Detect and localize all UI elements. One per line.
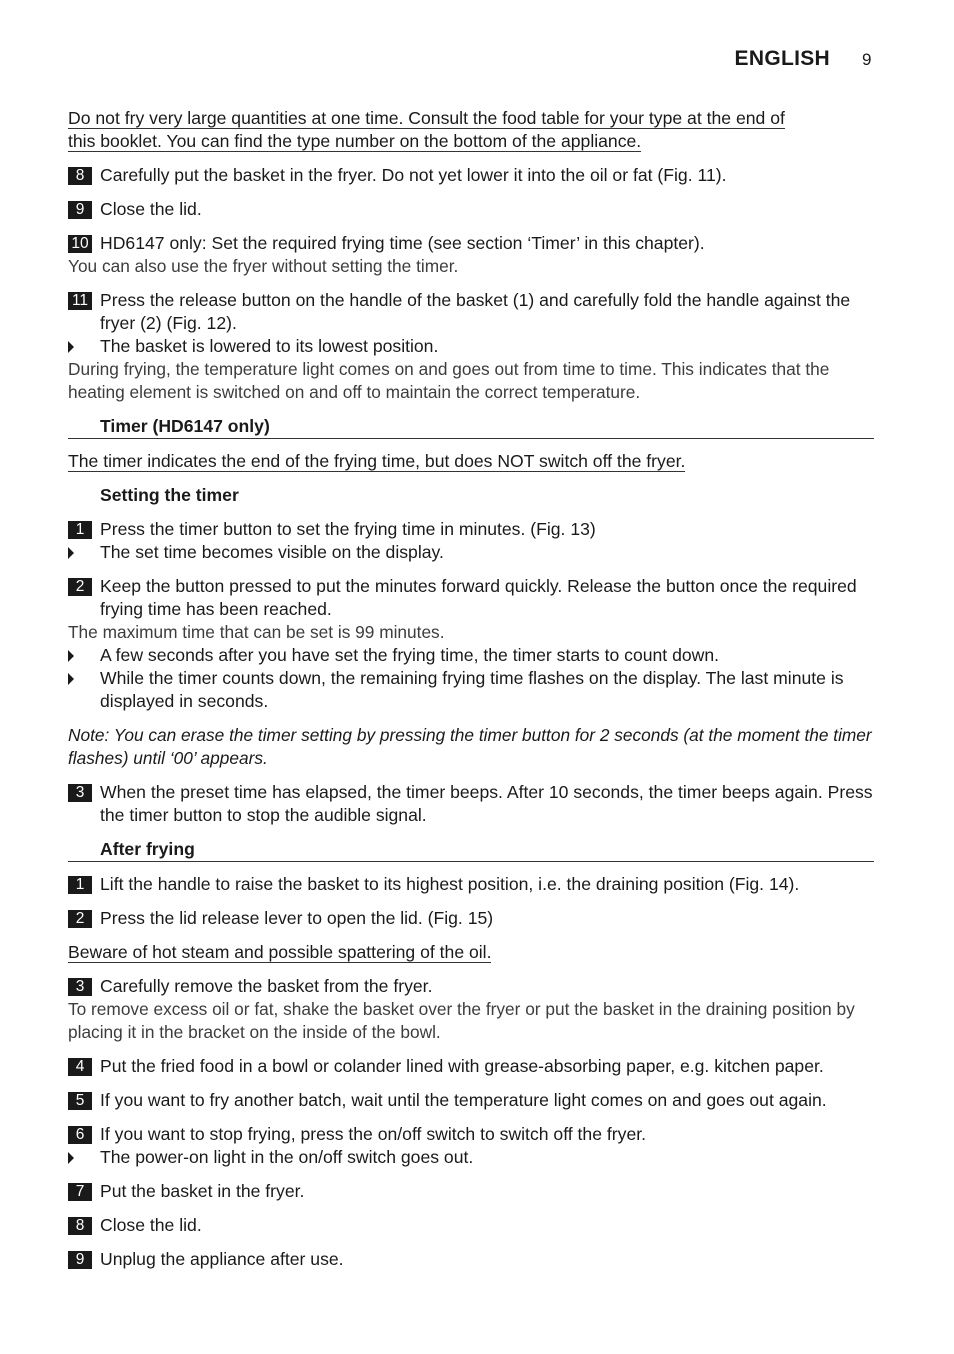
step-number: 3 bbox=[68, 978, 92, 996]
step-text: If you want to stop frying, press the on/off switch to switch off the fryer. bbox=[100, 1124, 646, 1144]
warning-text bbox=[68, 450, 874, 473]
step-number: 9 bbox=[68, 1251, 92, 1269]
result-item bbox=[68, 1146, 874, 1169]
step-number: 8 bbox=[68, 1217, 92, 1235]
step-text: Put the fried food in a bowl or colander lined with grease-absorbing paper, e.g. kitchen paper. bbox=[100, 1056, 824, 1076]
result-text: The set time becomes visible on the display. bbox=[100, 542, 444, 562]
step-text: Unplug the appliance after use. bbox=[100, 1249, 344, 1269]
step-item bbox=[68, 1123, 874, 1146]
step-number: 2 bbox=[68, 910, 92, 928]
warning-line: The timer indicates the end of the frying time, but does NOT switch off the fryer. bbox=[68, 451, 686, 471]
step-number: 10 bbox=[68, 235, 92, 253]
step-number: 5 bbox=[68, 1092, 92, 1110]
step-item bbox=[68, 198, 874, 221]
step-item bbox=[68, 975, 874, 998]
language-header: ENGLISH bbox=[734, 47, 830, 70]
step-item bbox=[68, 1089, 874, 1112]
info-text: You can also use the fryer without setting the timer. bbox=[68, 256, 459, 276]
step-item bbox=[68, 1055, 874, 1078]
step-text: When the preset time has elapsed, the timer beeps. After 10 seconds, the timer beeps again. Press the timer button to stop the audible signal. bbox=[100, 782, 873, 825]
step-number: 4 bbox=[68, 1058, 92, 1076]
step-text: Close the lid. bbox=[100, 199, 202, 219]
info-text: During frying, the temperature light comes on and goes out from time to time. This indicates that the heating element is switched on and off to maintain the correct temperature. bbox=[68, 359, 830, 402]
page-body bbox=[68, 107, 874, 1271]
info-text: To remove excess oil or fat, shake the basket over the fryer or put the basket in the draining position by placing it in the bracket on the inside of the bowl. bbox=[68, 999, 855, 1042]
step-item bbox=[68, 1180, 874, 1203]
step-text: Press the timer button to set the frying time in minutes. (Fig. 13) bbox=[100, 519, 596, 539]
step-number: 2 bbox=[68, 578, 92, 596]
step-text: Lift the handle to raise the basket to its highest position, i.e. the draining position (Fig. 14). bbox=[100, 874, 800, 894]
subsection-heading: Setting the timer bbox=[100, 485, 239, 505]
result-arrow-icon bbox=[68, 341, 74, 353]
result-text: The power-on light in the on/off switch goes out. bbox=[100, 1147, 474, 1167]
warning-line: this booklet. You can find the type number on the bottom of the appliance. bbox=[68, 131, 642, 151]
step-text: HD6147 only: Set the required frying time (see section ‘Timer’ in this chapter). bbox=[100, 233, 705, 253]
warning-line: Beware of hot steam and possible spattering of the oil. bbox=[68, 942, 492, 962]
result-text: The basket is lowered to its lowest position. bbox=[100, 336, 439, 356]
step-item bbox=[68, 1214, 874, 1237]
step-text: Press the lid release lever to open the lid. (Fig. 15) bbox=[100, 908, 494, 928]
warning-text bbox=[68, 107, 874, 153]
step-number: 9 bbox=[68, 201, 92, 219]
step-item bbox=[68, 232, 874, 255]
step-number: 1 bbox=[68, 521, 92, 539]
step-number: 3 bbox=[68, 784, 92, 802]
result-arrow-icon bbox=[68, 673, 74, 685]
note-text: Note: You can erase the timer setting by pressing the timer button for 2 seconds (at the moment the timer flashes) until ‘00’ appears. bbox=[68, 725, 872, 768]
step-number: 1 bbox=[68, 876, 92, 894]
step-item bbox=[68, 518, 874, 541]
step-item bbox=[68, 164, 874, 187]
result-arrow-icon bbox=[68, 650, 74, 662]
info-text: The maximum time that can be set is 99 minutes. bbox=[68, 622, 445, 642]
result-arrow-icon bbox=[68, 1152, 74, 1164]
warning-line: Do not fry very large quantities at one time. Consult the food table for your type at the end of bbox=[68, 108, 785, 128]
section-heading: After frying bbox=[68, 838, 874, 862]
step-number: 11 bbox=[68, 292, 92, 310]
step-item bbox=[68, 575, 874, 621]
step-text: Put the basket in the fryer. bbox=[100, 1181, 305, 1201]
step-text: Keep the button pressed to put the minutes forward quickly. Release the button once the required frying time has been reached. bbox=[100, 576, 857, 619]
step-number: 8 bbox=[68, 167, 92, 185]
page-number: 9 bbox=[862, 50, 872, 69]
step-text: Close the lid. bbox=[100, 1215, 202, 1235]
step-number: 6 bbox=[68, 1126, 92, 1144]
section-heading: Timer (HD6147 only) bbox=[68, 415, 874, 439]
result-arrow-icon bbox=[68, 547, 74, 559]
step-item bbox=[68, 907, 874, 930]
step-item bbox=[68, 1248, 874, 1271]
result-item bbox=[68, 335, 874, 358]
result-item bbox=[68, 541, 874, 564]
step-item bbox=[68, 289, 874, 335]
step-item bbox=[68, 781, 874, 827]
step-number: 7 bbox=[68, 1183, 92, 1201]
result-text: A few seconds after you have set the frying time, the timer starts to count down. bbox=[100, 645, 720, 665]
step-text: Carefully put the basket in the fryer. Do not yet lower it into the oil or fat (Fig. 11). bbox=[100, 165, 727, 185]
step-text: Carefully remove the basket from the fryer. bbox=[100, 976, 433, 996]
step-text: If you want to fry another batch, wait until the temperature light comes on and goes out again. bbox=[100, 1090, 827, 1110]
result-item bbox=[68, 667, 874, 713]
step-item bbox=[68, 873, 874, 896]
step-text: Press the release button on the handle of the basket (1) and carefully fold the handle against the fryer (2) (Fig. 12). bbox=[100, 290, 851, 333]
warning-text bbox=[68, 941, 874, 964]
result-item bbox=[68, 644, 874, 667]
result-text: While the timer counts down, the remaining frying time flashes on the display. The last minute is displayed in seconds. bbox=[100, 668, 844, 711]
